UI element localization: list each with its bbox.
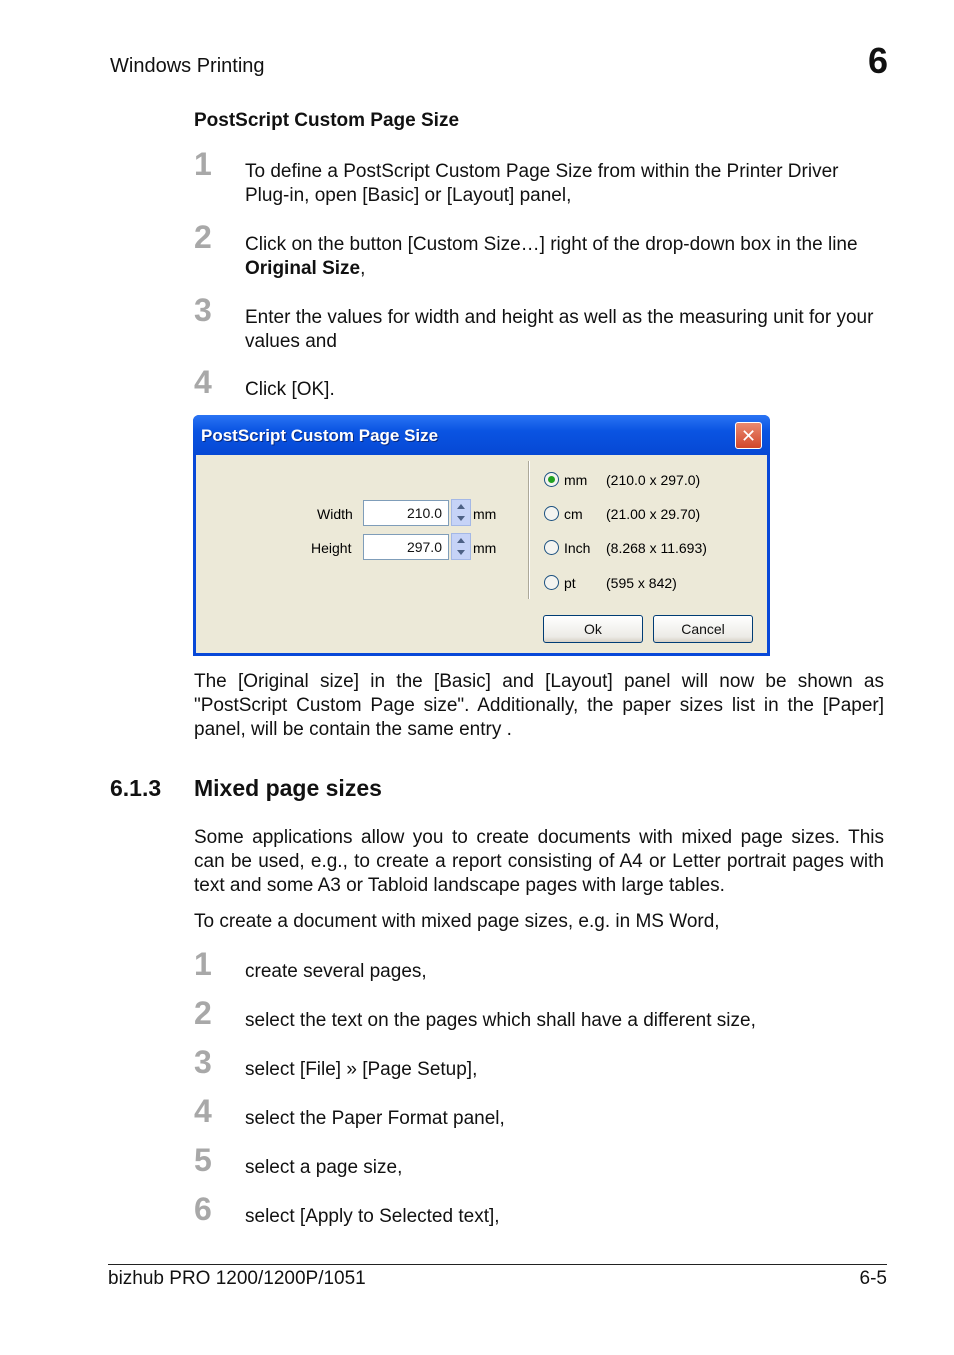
step-number: 2 (194, 219, 212, 255)
cancel-button[interactable]: Cancel (653, 615, 753, 643)
intro-paragraph: Some applications allow you to create documents with mixed page sizes. This can be used, e.g., to create a report consisting of A4 or Letter portrait pages with text and some A3 or Tabloid landscape pages with large tables. (194, 827, 884, 896)
unit-dimensions: (8.268 x 11.693) (606, 540, 707, 556)
unit-radio-mm[interactable] (544, 472, 559, 487)
unit-radio-cm[interactable] (544, 506, 559, 521)
close-icon[interactable]: ✕ (735, 422, 762, 449)
unit-label: cm (564, 506, 583, 522)
step-text: create several pages, (245, 961, 427, 982)
subsection-title: Mixed page sizes (194, 775, 382, 801)
footer-product: bizhub PRO 1200/1200P/1051 (108, 1268, 366, 1289)
unit-radio-inch[interactable] (544, 540, 559, 555)
note-paragraph: The [Original size] in the [Basic] and [Layout] panel will now be shown as "PostScript Custom Page size". Additionally, the paper sizes list in the [Paper] panel, will be contain the same entry . (194, 671, 884, 740)
dialog-title: PostScript Custom Page Size (201, 426, 439, 445)
step-text: To define a PostScript Custom Page Size from within the Printer Driver Plug-in, open [Basic] or [Layout] panel, (245, 161, 839, 206)
step-text-bold: Original Size (245, 258, 361, 279)
subsection-number: 6.1.3 (110, 775, 162, 801)
step-text: Click [OK]. (245, 379, 335, 400)
step-number: 3 (194, 1044, 212, 1080)
unit-label: pt (564, 575, 576, 591)
footer-rule (108, 1264, 887, 1265)
height-stepper[interactable] (451, 533, 471, 560)
width-label: Width (317, 506, 353, 522)
step-text: select [File] » [Page Setup], (245, 1059, 478, 1080)
width-stepper[interactable] (451, 499, 471, 526)
step-number: 4 (194, 1093, 212, 1129)
dialog-title-bar (193, 415, 770, 455)
step-number: 5 (194, 1142, 212, 1178)
instruction-paragraph: To create a document with mixed page sizes, e.g. in MS Word, (194, 911, 720, 932)
width-input[interactable]: 210.0 (363, 500, 449, 526)
step-number: 6 (194, 1191, 212, 1227)
unit-label: Inch (564, 540, 591, 556)
step-text-part: , (360, 258, 366, 279)
dialog-body (196, 455, 767, 653)
step-text: select the text on the pages which shall have a different size, (245, 1010, 756, 1031)
step-number: 2 (194, 995, 212, 1031)
step-text: select [Apply to Selected text], (245, 1206, 500, 1227)
arrow-up-icon[interactable] (457, 538, 465, 543)
height-input[interactable]: 297.0 (363, 534, 449, 560)
step-text: select a page size, (245, 1157, 403, 1178)
section-title: PostScript Custom Page Size (194, 110, 460, 131)
divider (528, 461, 530, 599)
chapter-number: 6 (867, 40, 888, 81)
step-number: 3 (194, 292, 212, 328)
step-text (245, 233, 885, 281)
step-text: select the Paper Format panel, (245, 1108, 505, 1129)
step-text-part: Click on the button [Custom Size…] right of the drop-down box in the line (245, 234, 858, 255)
subsection-heading (110, 775, 382, 802)
arrow-down-icon[interactable] (457, 516, 465, 521)
running-header-title: Windows Printing (110, 55, 265, 77)
height-unit: mm (473, 540, 497, 556)
unit-dimensions: (595 x 842) (606, 575, 677, 591)
footer-page-number: 6-5 (859, 1268, 887, 1289)
step-number: 1 (194, 946, 212, 982)
custom-page-size-dialog (193, 415, 770, 656)
step-text: Enter the values for width and height as well as the measuring unit for your values and (245, 307, 874, 352)
step-number: 4 (194, 364, 212, 400)
unit-dimensions: (21.00 x 29.70) (606, 506, 701, 522)
height-label: Height (311, 540, 352, 556)
unit-label: mm (564, 472, 588, 488)
unit-radio-pt[interactable] (544, 575, 559, 590)
width-unit: mm (473, 506, 497, 522)
unit-dimensions: (210.0 x 297.0) (606, 472, 701, 488)
arrow-down-icon[interactable] (457, 550, 465, 555)
arrow-up-icon[interactable] (457, 504, 465, 509)
step-number: 1 (194, 146, 212, 182)
ok-button[interactable]: Ok (543, 615, 643, 643)
